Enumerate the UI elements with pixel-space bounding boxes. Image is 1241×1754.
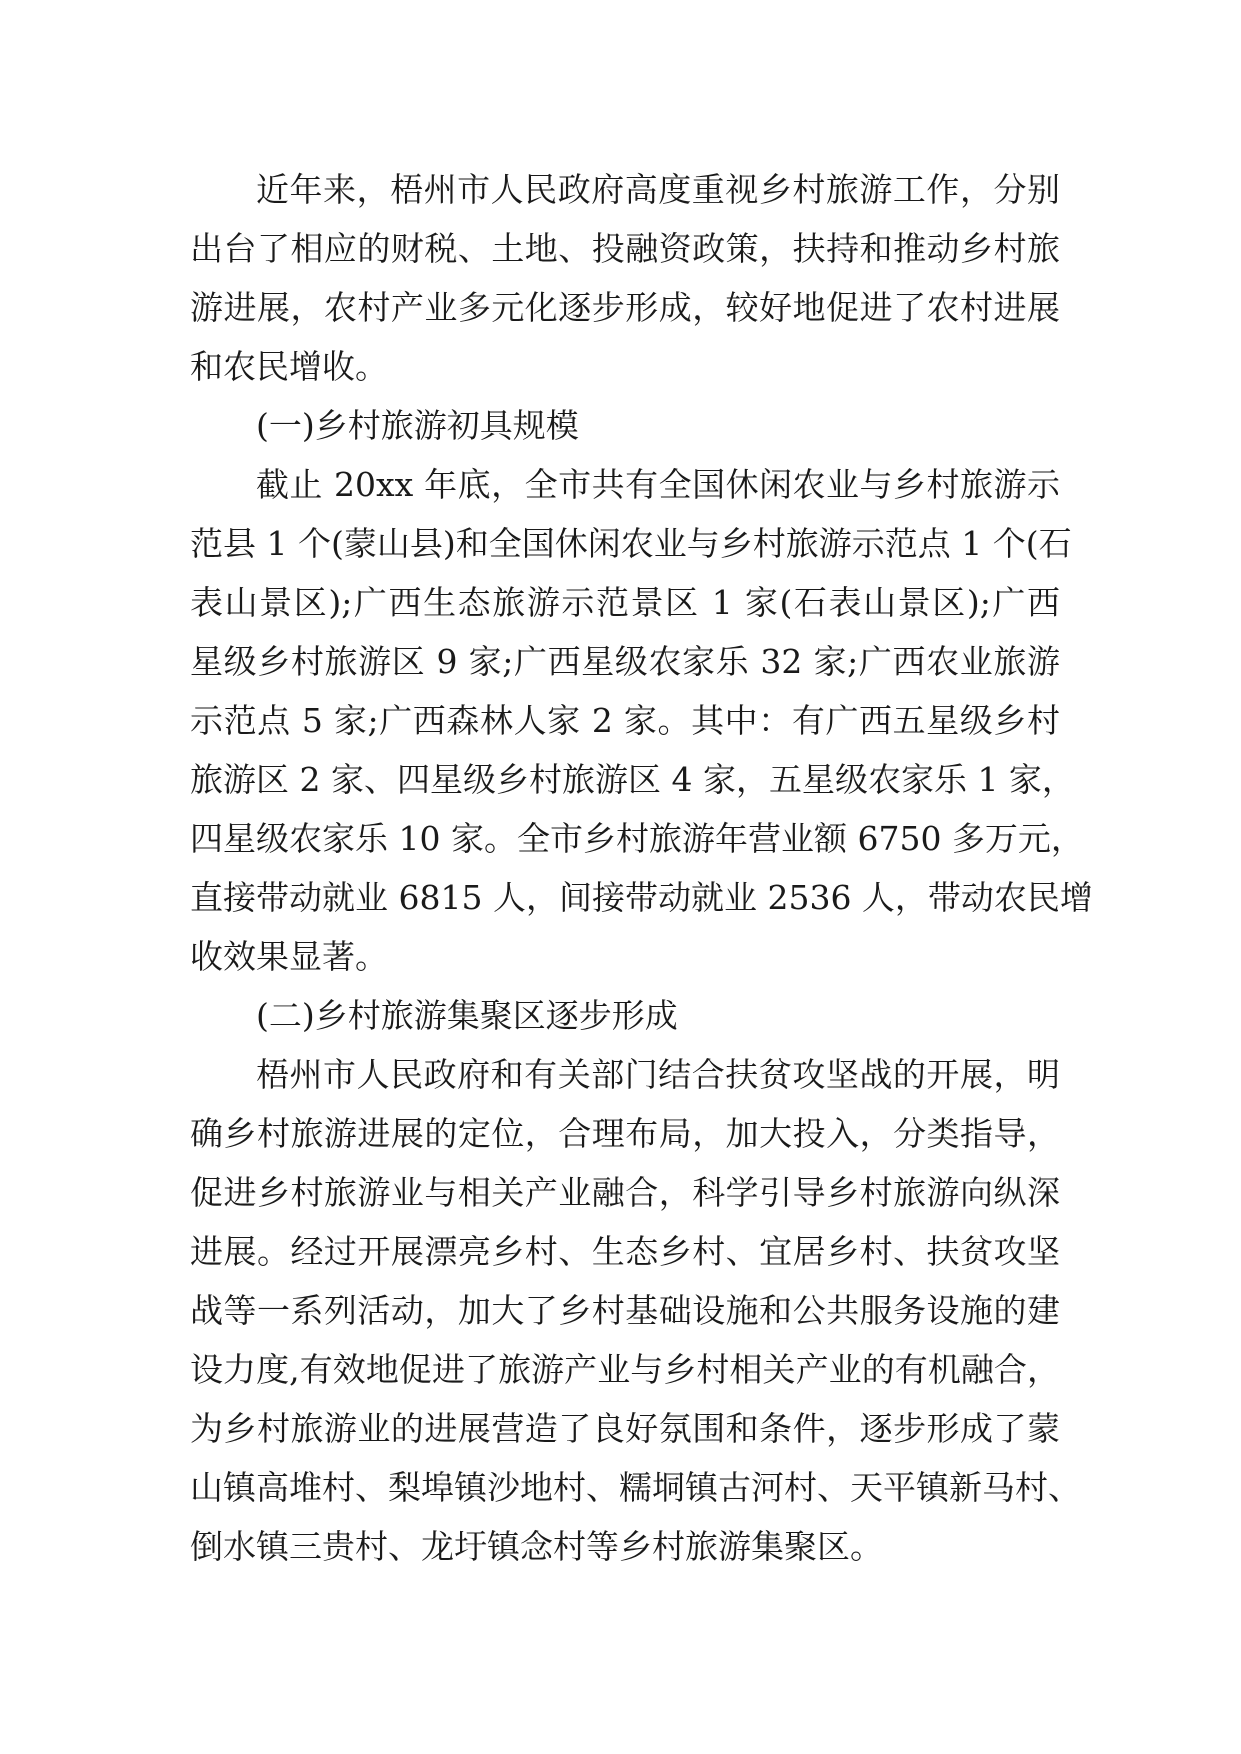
- text-line: 倒水镇三贵村、龙圩镇念村等乡村旅游集聚区。: [190, 1527, 883, 1566]
- text-line: 梧州市人民政府和有关部门结合扶贫攻坚战的开展，明: [256, 1055, 1060, 1094]
- text-line: 设力度,有效地促进了旅游产业与乡村相关产业的有机融合，: [190, 1350, 1060, 1389]
- text-line: 确乡村旅游进展的定位，合理布局，加大投入，分类指导，: [190, 1114, 1060, 1153]
- text-line: (一)乡村旅游初具规模: [256, 406, 579, 445]
- text-line: 四星级农家乐 10 家。全市乡村旅游年营业额 6750 多万元，: [190, 819, 1084, 858]
- text-line: 游进展，农村产业多元化逐步形成，较好地促进了农村进展: [190, 288, 1060, 327]
- text-line: 为乡村旅游业的进展营造了良好氛围和条件，逐步形成了蒙: [190, 1409, 1060, 1448]
- text-line: 截止 20xx 年底，全市共有全国休闲农业与乡村旅游示: [256, 465, 1060, 504]
- text-line: 山镇高堆村、梨埠镇沙地村、糯垌镇古河村、天平镇新马村、: [190, 1468, 1081, 1507]
- text-line: 收效果显著。: [190, 937, 388, 976]
- text-line: 星级乡村旅游区 9 家;广西星级农家乐 32 家;广西农业旅游: [190, 642, 1060, 681]
- text-line: 促进乡村旅游业与相关产业融合，科学引导乡村旅游向纵深: [190, 1173, 1060, 1212]
- text-line: 示范点 5 家;广西森林人家 2 家。其中：有广西五星级乡村: [190, 701, 1060, 740]
- text-line: (二)乡村旅游集聚区逐步形成: [256, 996, 678, 1035]
- text-line: 表山景区);广西生态旅游示范景区 1 家(石表山景区);广西: [190, 583, 1060, 622]
- text-line: 战等一系列活动，加大了乡村基础设施和公共服务设施的建: [190, 1291, 1060, 1330]
- text-line: 旅游区 2 家、四星级乡村旅游区 4 家，五星级农家乐 1 家，: [190, 760, 1075, 799]
- text-line: 和农民增收。: [190, 347, 388, 386]
- text-line: 范县 1 个(蒙山县)和全国休闲农业与乡村旅游示范点 1 个(石: [190, 524, 1072, 563]
- text-line: 直接带动就业 6815 人，间接带动就业 2536 人，带动农民增: [190, 878, 1093, 917]
- text-line: 近年来，梧州市人民政府高度重视乡村旅游工作，分别: [256, 170, 1060, 209]
- document-page: [190, 160, 1093, 1576]
- text-line: 出台了相应的财税、土地、投融资政策，扶持和推动乡村旅: [190, 229, 1060, 268]
- text-line: 进展。经过开展漂亮乡村、生态乡村、宜居乡村、扶贫攻坚: [190, 1232, 1060, 1271]
